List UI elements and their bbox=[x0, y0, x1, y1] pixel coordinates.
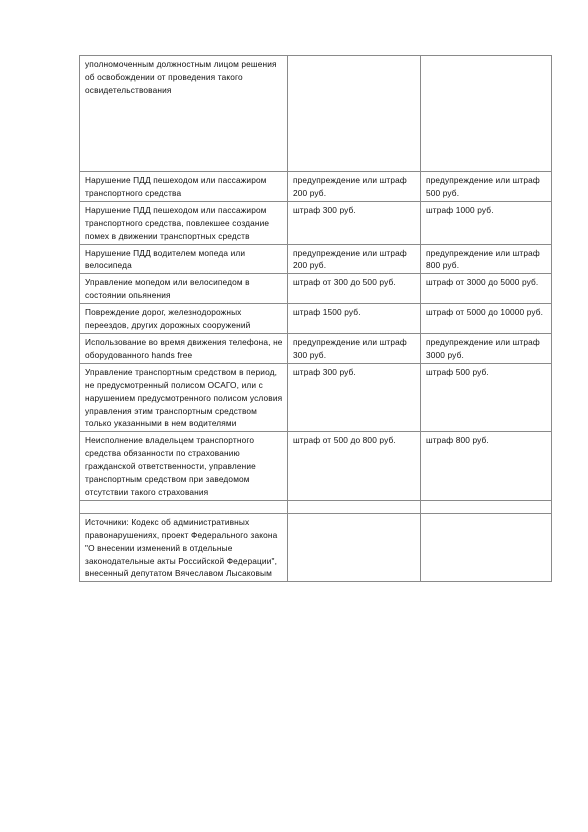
violation-cell: Управление мопедом или велосипедом в состоянии опьянения bbox=[80, 274, 288, 304]
proposed-fine-cell: штраф от 5000 до 10000 руб. bbox=[421, 304, 552, 334]
sources-row bbox=[80, 513, 552, 582]
current-fine-cell: предупреждение или штраф 200 руб. bbox=[288, 244, 421, 274]
violation-cell: Повреждение дорог, железнодорожных переездов, других дорожных сооружений bbox=[80, 304, 288, 334]
current-fine-cell: штраф 1500 руб. bbox=[288, 304, 421, 334]
table-row bbox=[80, 244, 552, 274]
table-row-empty bbox=[80, 500, 552, 513]
table-row bbox=[80, 432, 552, 501]
proposed-fine-cell: штраф 500 руб. bbox=[421, 363, 552, 432]
current-fine-cell bbox=[288, 56, 421, 172]
proposed-fine-cell: предупреждение или штраф 500 руб. bbox=[421, 172, 552, 202]
proposed-fine-cell: штраф 800 руб. bbox=[421, 432, 552, 501]
table-row bbox=[80, 201, 552, 244]
violation-cell: уполномоченным должностным лицом решения об освобождении от проведения такого освидетельствования bbox=[80, 56, 288, 172]
violation-cell: Неисполнение владельцем транспортного средства обязанности по страхованию гражданской ответственности, управление транспортным средством при заведомом отсутствии такого страхования bbox=[80, 432, 288, 501]
proposed-fine-cell bbox=[421, 56, 552, 172]
violation-cell: Нарушение ПДД пешеходом или пассажиром транспортного средства, повлекшее создание помех в движении транспортных средств bbox=[80, 201, 288, 244]
current-fine-cell: предупреждение или штраф 300 руб. bbox=[288, 333, 421, 363]
proposed-fine-cell: предупреждение или штраф 3000 руб. bbox=[421, 333, 552, 363]
current-fine-cell: штраф 300 руб. bbox=[288, 363, 421, 432]
table-row bbox=[80, 304, 552, 334]
current-fine-cell: предупреждение или штраф 200 руб. bbox=[288, 172, 421, 202]
violation-cell: Нарушение ПДД пешеходом или пассажиром транспортного средства bbox=[80, 172, 288, 202]
table-row bbox=[80, 56, 552, 172]
violation-cell: Нарушение ПДД водителем мопеда или велосипеда bbox=[80, 244, 288, 274]
current-fine-cell: штраф от 500 до 800 руб. bbox=[288, 432, 421, 501]
fines-table bbox=[79, 55, 552, 582]
proposed-fine-cell: предупреждение или штраф 800 руб. bbox=[421, 244, 552, 274]
table-row bbox=[80, 172, 552, 202]
current-fine-cell bbox=[288, 500, 421, 513]
table-row bbox=[80, 333, 552, 363]
current-fine-cell: штраф от 300 до 500 руб. bbox=[288, 274, 421, 304]
violation-cell: Управление транспортным средством в период, не предусмотренный полисом ОСАГО, или с нарушением предусмотренного полисом условия управления этим транспортным средством только указанными в нем водителями bbox=[80, 363, 288, 432]
table-row bbox=[80, 363, 552, 432]
proposed-fine-cell bbox=[421, 500, 552, 513]
proposed-fine-cell bbox=[421, 513, 552, 582]
sources-cell: Источники: Кодекс об административных правонарушениях, проект Федерального закона "О внесении изменений в отдельные законодательные акты Российской Федерации", внесенный депутатом Вячеславом Лысаковым bbox=[80, 513, 288, 582]
proposed-fine-cell: штраф 1000 руб. bbox=[421, 201, 552, 244]
current-fine-cell bbox=[288, 513, 421, 582]
current-fine-cell: штраф 300 руб. bbox=[288, 201, 421, 244]
violation-cell bbox=[80, 500, 288, 513]
violation-cell: Использование во время движения телефона, не оборудованного hands free bbox=[80, 333, 288, 363]
table-row bbox=[80, 274, 552, 304]
proposed-fine-cell: штраф от 3000 до 5000 руб. bbox=[421, 274, 552, 304]
